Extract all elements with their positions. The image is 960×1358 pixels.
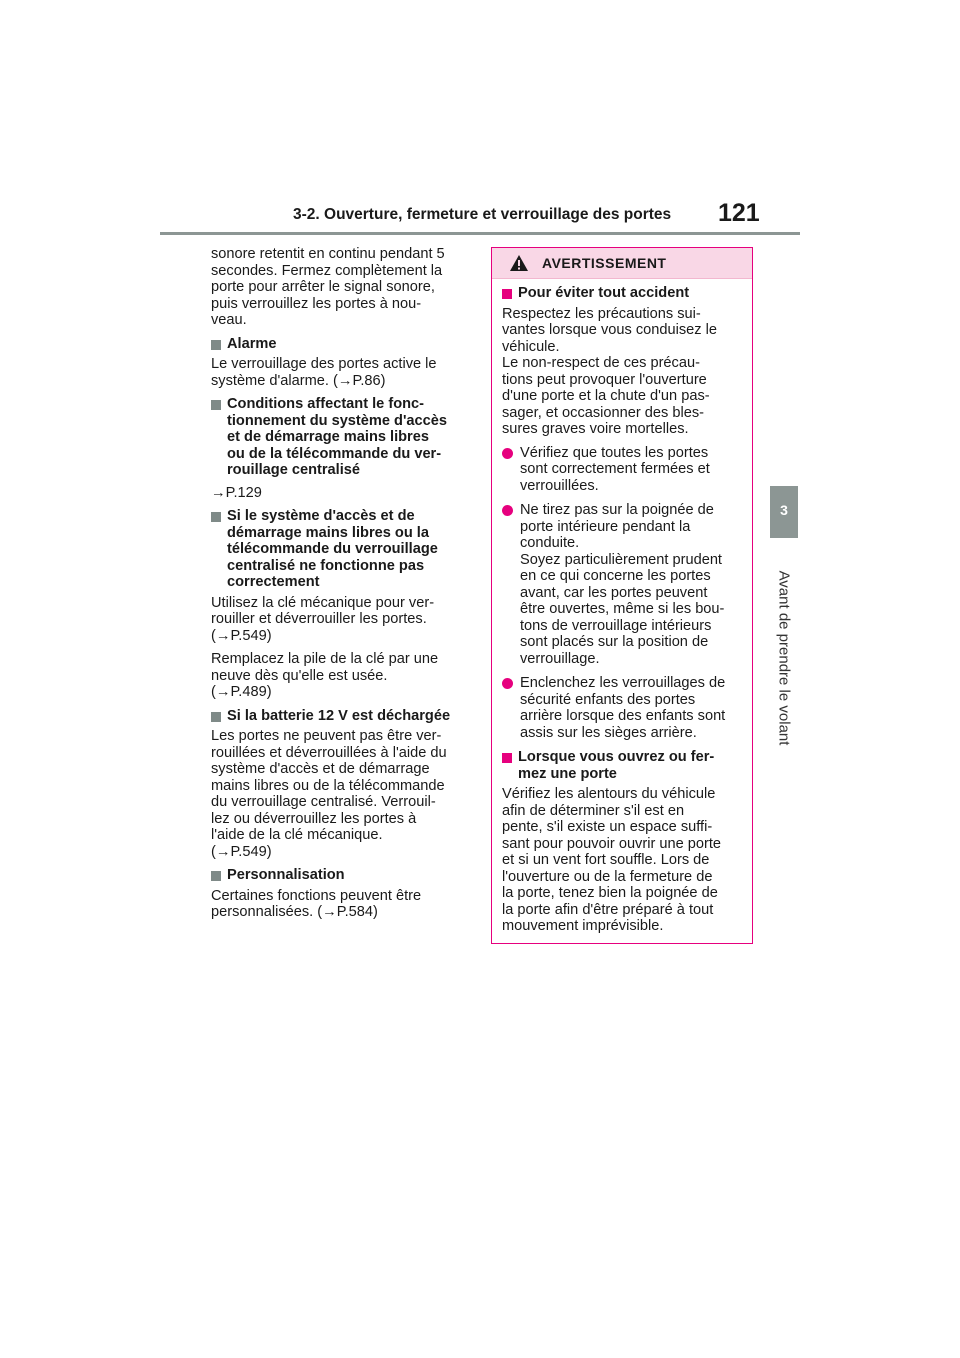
fonctionne-paragraph-2 — [211, 651, 473, 701]
text-line: rouiller et déverrouiller les portes. — [211, 611, 427, 627]
square-bullet-icon — [211, 712, 221, 722]
text-line: rouillées et déverrouillées à l'aide du — [211, 744, 447, 761]
text-line: mains libres ou de la télécommande — [211, 777, 445, 794]
page-ref-link[interactable]: (→P.549) — [211, 843, 272, 860]
square-bullet-icon — [502, 753, 512, 763]
porte-paragraph — [502, 786, 742, 935]
text-line: Respectez les précautions sui- — [502, 305, 701, 322]
text-line: Utilisez la clé mécanique pour ver- — [211, 594, 435, 611]
heading-line: rouillage centralisé — [227, 462, 361, 478]
text-line: Soyez particulièrement prudent — [520, 551, 722, 568]
text-line: Vérifiez que toutes les portes — [520, 444, 709, 461]
text-line: neuve dès qu'elle est usée. — [211, 667, 388, 684]
warning-box — [491, 247, 753, 944]
square-bullet-icon — [211, 400, 221, 410]
text-line: sures graves voire mortelles. — [502, 421, 689, 437]
text-line: Enclenchez les verrouillages de — [520, 675, 726, 691]
square-bullet-icon — [211, 512, 221, 522]
square-bullet-icon — [211, 871, 221, 881]
text-line: être ouvertes, même si les bou- — [520, 601, 725, 617]
left-column — [211, 246, 473, 928]
heading-line: Si le système d'accès et de — [227, 508, 415, 524]
warning-header — [492, 248, 752, 279]
heading-line: Conditions affectant le fonc- — [227, 396, 425, 412]
text-line: vantes lorsque vous conduisez le — [502, 322, 717, 338]
text-line: tions peut provoquer l'ouverture — [502, 371, 707, 388]
batterie-paragraph — [211, 728, 473, 860]
text-line: porte pour arrêter le signal sonore, — [211, 279, 435, 295]
text-line: Vérifiez les alentours du véhicule — [502, 786, 716, 802]
conditions-heading — [211, 396, 473, 479]
text-line: système d'alarme. (→P.86) — [211, 372, 386, 389]
batterie-heading — [211, 708, 473, 725]
heading-line: tionnement du système d'accès — [227, 412, 448, 429]
accident-intro — [502, 306, 742, 438]
page-ref-link[interactable]: (→P.549) — [211, 627, 272, 644]
text-line: en ce qui concerne les portes — [520, 568, 711, 584]
bullet-dot-icon — [502, 505, 513, 516]
warning-triangle-icon — [509, 254, 529, 272]
conditions-ref[interactable]: →P.129 — [211, 484, 262, 501]
chapter-tab — [770, 486, 798, 538]
text-line: assis sur les sièges arrière. — [520, 724, 697, 741]
section-title: 3-2. Ouverture, fermeture et verrouillage des portes — [293, 206, 672, 223]
text-line: système d'accès et de démarrage — [211, 761, 430, 777]
text-line: arrière lorsque des enfants sont — [520, 708, 726, 724]
bullet-dot-icon — [502, 678, 513, 689]
heading-text: Alarme — [227, 335, 277, 352]
square-bullet-icon — [211, 340, 221, 350]
bullet-item — [502, 445, 742, 495]
text-line: afin de déterminer s'il est en — [502, 802, 685, 819]
text-line: et si un vent fort souffle. Lors de — [502, 852, 710, 868]
fonctionne-paragraph-1 — [211, 595, 473, 645]
text-line: sonore retentit en continu pendant 5 — [211, 246, 445, 262]
text-line: conduite. — [520, 535, 580, 551]
accident-heading — [502, 285, 742, 302]
text-line: Ne tirez pas sur la poignée de — [520, 502, 714, 518]
text-line: verrouillage. — [520, 650, 600, 667]
text-line: lez ou déverrouillez les portes à — [211, 810, 417, 827]
text-line: pente, s'il existe un espace suffi- — [502, 819, 713, 835]
heading-line: ou de la télécommande du ver- — [227, 445, 442, 462]
text-line: sécurité enfants des portes — [520, 691, 696, 708]
page-number: 121 — [718, 199, 760, 227]
bullet-item — [502, 502, 742, 667]
bullet-item — [502, 675, 742, 741]
text-line: Le non-respect de ces précau- — [502, 355, 700, 371]
intro-paragraph — [211, 246, 473, 329]
heading-line: correctement — [227, 574, 320, 590]
heading-text: Pour éviter tout accident — [518, 285, 690, 301]
text-line: sont placés sur la position de — [520, 634, 709, 650]
text-line: la porte, tenez bien la poignée de — [502, 885, 718, 901]
chapter-label-container — [770, 548, 798, 768]
personnalisation-paragraph — [211, 888, 473, 921]
text-line: tons de verrouillage intérieurs — [520, 617, 712, 634]
text-line: Certaines fonctions peuvent être — [211, 887, 422, 904]
text-line: l'aide de la clé mécanique. — [211, 827, 383, 843]
text-line: Les portes ne peuvent pas être ver- — [211, 728, 442, 744]
alarme-heading — [211, 336, 473, 353]
text-line: mouvement imprévisible. — [502, 918, 664, 934]
text-line: personnalisées. (→P.584) — [211, 904, 378, 920]
square-bullet-icon — [502, 289, 512, 299]
text-line: Le verrouillage des portes active le — [211, 356, 437, 372]
heading-line: et de démarrage mains libres — [227, 429, 429, 445]
header-rule — [160, 232, 800, 235]
text-line: sont correctement fermées et — [520, 461, 710, 477]
text-line: du verrouillage centralisé. Verrouil- — [211, 794, 436, 810]
chapter-label: Avant de prendre le volant — [775, 570, 793, 746]
text-line: véhicule. — [502, 338, 560, 355]
text-line: porte intérieure pendant la — [520, 518, 691, 535]
chapter-tab-number: 3 — [780, 502, 788, 518]
text-line: secondes. Fermez complètement la — [211, 262, 443, 279]
heading-text: Personnalisation — [227, 867, 345, 883]
heading-text: Si la batterie 12 V est déchargée — [227, 707, 451, 724]
text-line: Remplacez la pile de la clé par une — [211, 651, 439, 667]
heading-line: Lorsque vous ouvrez ou fer- — [518, 749, 715, 765]
text-line: avant, car les portes peuvent — [520, 584, 708, 601]
warning-title: AVERTISSEMENT — [542, 255, 667, 271]
text-line: la porte afin d'être préparé à tout — [502, 901, 714, 918]
heading-line: télécommande du verrouillage — [227, 541, 438, 557]
heading-line: démarrage mains libres ou la — [227, 524, 429, 541]
text-line: d'une porte et la chute d'un pas- — [502, 388, 710, 404]
heading-line: mez une porte — [518, 765, 617, 782]
alarme-paragraph — [211, 356, 473, 389]
fonctionne-heading — [211, 508, 473, 591]
bullet-dot-icon — [502, 448, 513, 459]
porte-heading — [502, 749, 742, 782]
text-line: sager, et occasionner des bles- — [502, 404, 704, 421]
page-ref-link[interactable]: (→P.489) — [211, 684, 272, 700]
text-line: l'ouverture ou de la fermeture de — [502, 868, 713, 885]
text-line: verrouillées. — [520, 477, 599, 494]
heading-line: centralisé ne fonctionne pas — [227, 557, 425, 574]
text-line: veau. — [211, 312, 247, 328]
text-line: puis verrouillez les portes à nou- — [211, 295, 422, 312]
warning-body — [492, 279, 752, 943]
personnalisation-heading — [211, 867, 473, 884]
text-line: sant pour pouvoir ouvrir une porte — [502, 835, 722, 852]
